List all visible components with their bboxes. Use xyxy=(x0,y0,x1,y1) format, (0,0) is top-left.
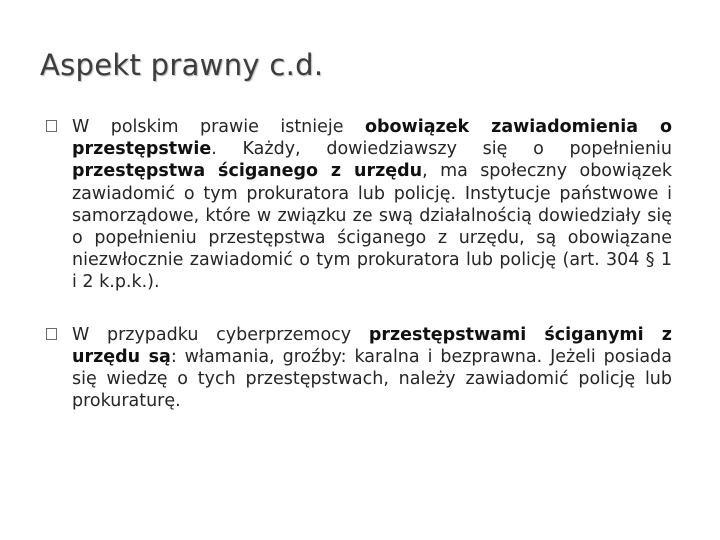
square-bullet-icon xyxy=(46,328,57,340)
bullet-item-duty-to-report xyxy=(44,116,672,294)
bullet-text-segment: . Każdy, dowiedziawszy się o popełnieniu xyxy=(211,139,672,160)
bullet-text-segment: W przypadku cyberprzemocy xyxy=(72,324,369,345)
square-bullet-icon xyxy=(46,120,57,132)
bullet-text-segment: W polskim prawie istnieje xyxy=(72,117,365,137)
slide-title: Aspekt prawny c.d. xyxy=(40,48,324,82)
bullet-highlight-duty-to-report: obowiązek zawiadomienia o przestępstwie xyxy=(72,117,672,160)
bullet-list xyxy=(44,116,672,412)
bullet-highlight-prosecuted-ex-officio: przestępstwa ściganego z urzędu xyxy=(72,161,423,182)
bullet-highlight-crimes-ex-officio: przestępstwami ściganymi z urzędu są xyxy=(72,324,672,367)
bullet-item-cyberviolence xyxy=(44,324,672,413)
bullet-text-segment: , ma społeczny obowiązek zawiadomić o tym prokuratora lub policję. Instytucje państwowe i samorządowe, które w związku ze swą działalnością dowiedziały się o popełnieniu przestępstwa ściganego z urzędu, są obowiązane niezwłocznie zawiadomić o tym prokuratora lub policję (art. 304 § 1 i 2 k.p.k.). xyxy=(72,161,672,293)
bullet-text-segment: : włamania, groźby: karalna i bezprawna. Jeżeli posiada się wiedzę o tych przestępstwach, należy zawiadomić policję lub prokuraturę. xyxy=(72,346,672,412)
